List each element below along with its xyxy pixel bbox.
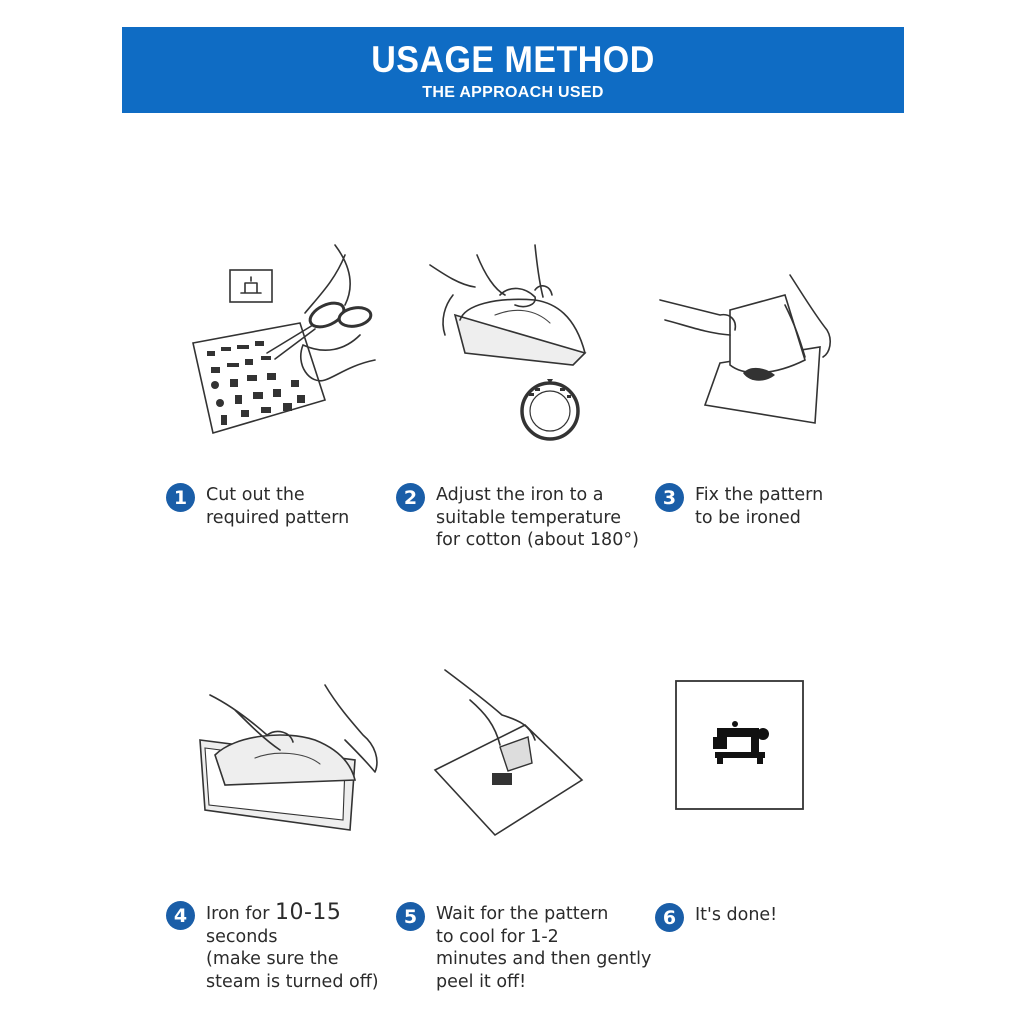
step-number-badge: 4: [166, 901, 195, 930]
step-1-text: Cut out the required pattern: [206, 485, 350, 528]
step-number-badge: 2: [396, 483, 425, 512]
step-number-badge: 3: [655, 483, 684, 512]
ironing-fabric-icon: [195, 680, 395, 835]
step-1: [166, 484, 349, 529]
step-4: [166, 902, 379, 993]
step-2-text: Adjust the iron to a suitable temperature for cotton (about 180°): [436, 485, 639, 550]
header-banner: [122, 27, 904, 113]
step-3: [655, 484, 823, 529]
step-3-text: Fix the pattern to be ironed: [695, 485, 824, 528]
step-4-text: [206, 902, 379, 993]
step-2: [396, 484, 639, 552]
step-4-text-before: Iron for: [206, 904, 275, 924]
page-subtitle: THE APPROACH USED: [422, 84, 604, 101]
step-number-badge: 5: [396, 902, 425, 931]
step-5: [396, 903, 651, 993]
step-number-badge: 1: [166, 483, 195, 512]
scissors-cutting-pattern-icon: [185, 235, 395, 440]
step-number-badge: 6: [655, 903, 684, 932]
peel-off-pattern-icon: [430, 665, 590, 840]
page-title: USAGE METHOD: [371, 39, 655, 80]
step-6-text: It's done!: [695, 905, 778, 925]
step-4-text-after: seconds (make sure the steam is turned off): [206, 926, 379, 992]
step-5-text: Wait for the pattern to cool for 1-2 minutes and then gently peel it off!: [436, 904, 652, 992]
hands-placing-pattern-icon: [655, 265, 840, 430]
iron-temperature-dial-icon: [425, 235, 600, 450]
sewing-machine-result-icon: [675, 680, 805, 812]
step-4-duration: 10-15: [274, 900, 342, 925]
step-6: [655, 904, 777, 932]
